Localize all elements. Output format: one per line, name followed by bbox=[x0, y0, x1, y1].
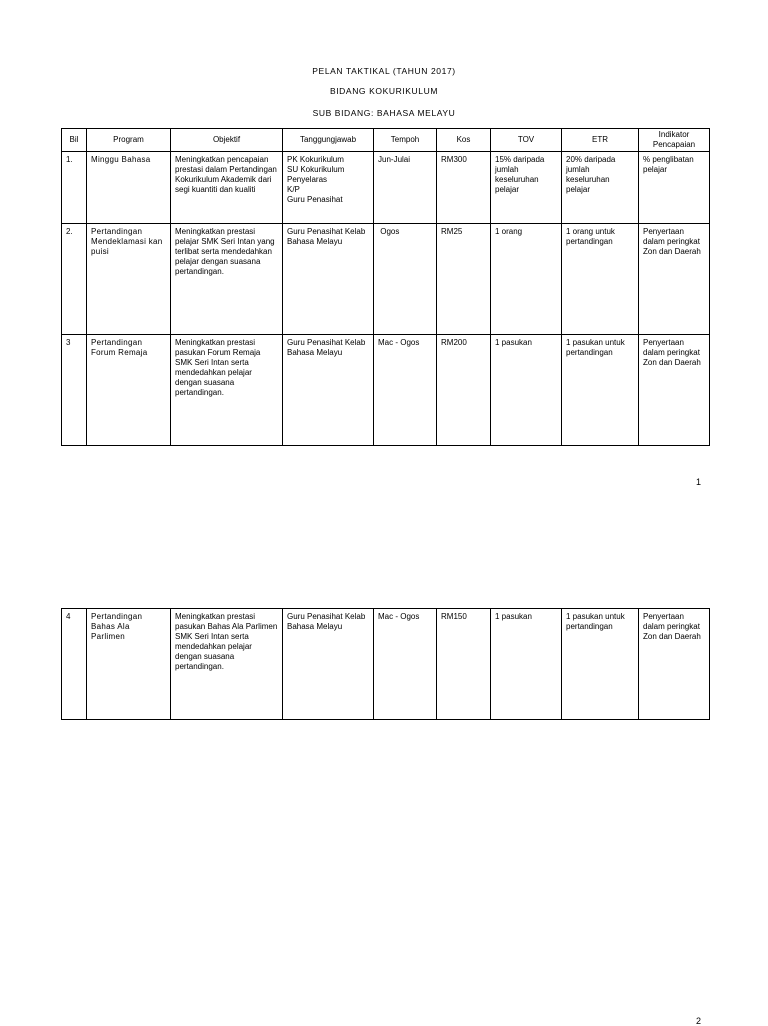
cell-objektif: Meningkatkan pencapaian prestasi dalam Pertandingan Kokurikulum Akademik dari segi kuantiti dan kualiti bbox=[171, 152, 283, 224]
cell-etr: 20% daripada jumlah keseluruhan pelajar bbox=[562, 152, 639, 224]
sub-bidang-heading: SUB BIDANG: BAHASA MELAYU bbox=[312, 108, 456, 118]
cell-objektif: Meningkatkan prestasi pasukan Bahas Ala Parlimen SMK Seri Intan serta mendedahkan pelajar dengan suasana pertandingan. bbox=[171, 609, 283, 720]
cell-tempoh: Ogos bbox=[374, 224, 437, 335]
cell-bil: 4 bbox=[62, 609, 87, 720]
header-kos: Kos bbox=[437, 129, 491, 152]
cell-bil: 1. bbox=[62, 152, 87, 224]
table-row bbox=[62, 335, 710, 446]
cell-tov: 1 orang bbox=[491, 224, 562, 335]
cell-program: Pertandingan Forum Remaja bbox=[87, 335, 171, 446]
header-tempoh: Tempoh bbox=[374, 129, 437, 152]
cell-tanggungjawab: Guru Penasihat Kelab Bahasa Melayu bbox=[283, 609, 374, 720]
cell-tanggungjawab: PK Kokurikulum SU Kokurikulum Penyelaras K/P Guru Penasihat bbox=[283, 152, 374, 224]
document-title: PELAN TAKTIKAL (TAHUN 2017) bbox=[312, 66, 456, 76]
cell-indikator: Penyertaan dalam peringkat Zon dan Daerah bbox=[639, 224, 710, 335]
page-number: 1 bbox=[696, 477, 702, 487]
cell-etr: 1 pasukan untuk pertandingan bbox=[562, 609, 639, 720]
cell-indikator: Penyertaan dalam peringkat Zon dan Daerah bbox=[639, 335, 710, 446]
table-header-row bbox=[62, 129, 710, 152]
table-row bbox=[62, 609, 710, 720]
header-program: Program bbox=[87, 129, 171, 152]
plan-table bbox=[61, 128, 710, 446]
cell-etr: 1 pasukan untuk pertandingan bbox=[562, 335, 639, 446]
cell-bil: 2. bbox=[62, 224, 87, 335]
cell-objektif: Meningkatkan prestasi pasukan Forum Remaja SMK Seri Intan serta mendedahkan pelajar dengan suasana pertandingan. bbox=[171, 335, 283, 446]
document-page-2 bbox=[0, 512, 768, 1024]
cell-kos: RM150 bbox=[437, 609, 491, 720]
cell-tempoh: Mac - Ogos bbox=[374, 609, 437, 720]
cell-program: Pertandingan Mendeklamasi kan puisi bbox=[87, 224, 171, 335]
cell-objektif: Meningkatkan prestasi pelajar SMK Seri Intan yang terlibat serta mendedahkan pelajar dengan suasana pertandingan. bbox=[171, 224, 283, 335]
header-etr: ETR bbox=[562, 129, 639, 152]
cell-kos: RM25 bbox=[437, 224, 491, 335]
cell-tanggungjawab: Guru Penasihat Kelab Bahasa Melayu bbox=[283, 335, 374, 446]
page-number: 2 bbox=[696, 1016, 702, 1026]
header-objektif: Objektif bbox=[171, 129, 283, 152]
cell-tanggungjawab: Guru Penasihat Kelab Bahasa Melayu bbox=[283, 224, 374, 335]
header-tanggungjawab: Tanggungjawab bbox=[283, 129, 374, 152]
cell-bil: 3 bbox=[62, 335, 87, 446]
cell-program: Pertandingan Bahas Ala Parlimen bbox=[87, 609, 171, 720]
table-row bbox=[62, 224, 710, 335]
cell-etr: 1 orang untuk pertandingan bbox=[562, 224, 639, 335]
cell-kos: RM300 bbox=[437, 152, 491, 224]
cell-kos: RM200 bbox=[437, 335, 491, 446]
header-tov: TOV bbox=[491, 129, 562, 152]
cell-tempoh: Jun-Julai bbox=[374, 152, 437, 224]
cell-tov: 1 pasukan bbox=[491, 609, 562, 720]
plan-table-continued bbox=[61, 608, 710, 720]
cell-program: Minggu Bahasa bbox=[87, 152, 171, 224]
cell-tov: 15% daripada jumlah keseluruhan pelajar bbox=[491, 152, 562, 224]
document-subtitle: BIDANG KOKURIKULUM bbox=[329, 86, 439, 96]
header-bil: Bil bbox=[62, 129, 87, 152]
cell-tov: 1 pasukan bbox=[491, 335, 562, 446]
header-indikator: Indikator Pencapaian bbox=[639, 129, 710, 152]
table-row bbox=[62, 152, 710, 224]
cell-indikator: % penglibatan pelajar bbox=[639, 152, 710, 224]
cell-indikator: Penyertaan dalam peringkat Zon dan Daerah bbox=[639, 609, 710, 720]
cell-tempoh: Mac - Ogos bbox=[374, 335, 437, 446]
